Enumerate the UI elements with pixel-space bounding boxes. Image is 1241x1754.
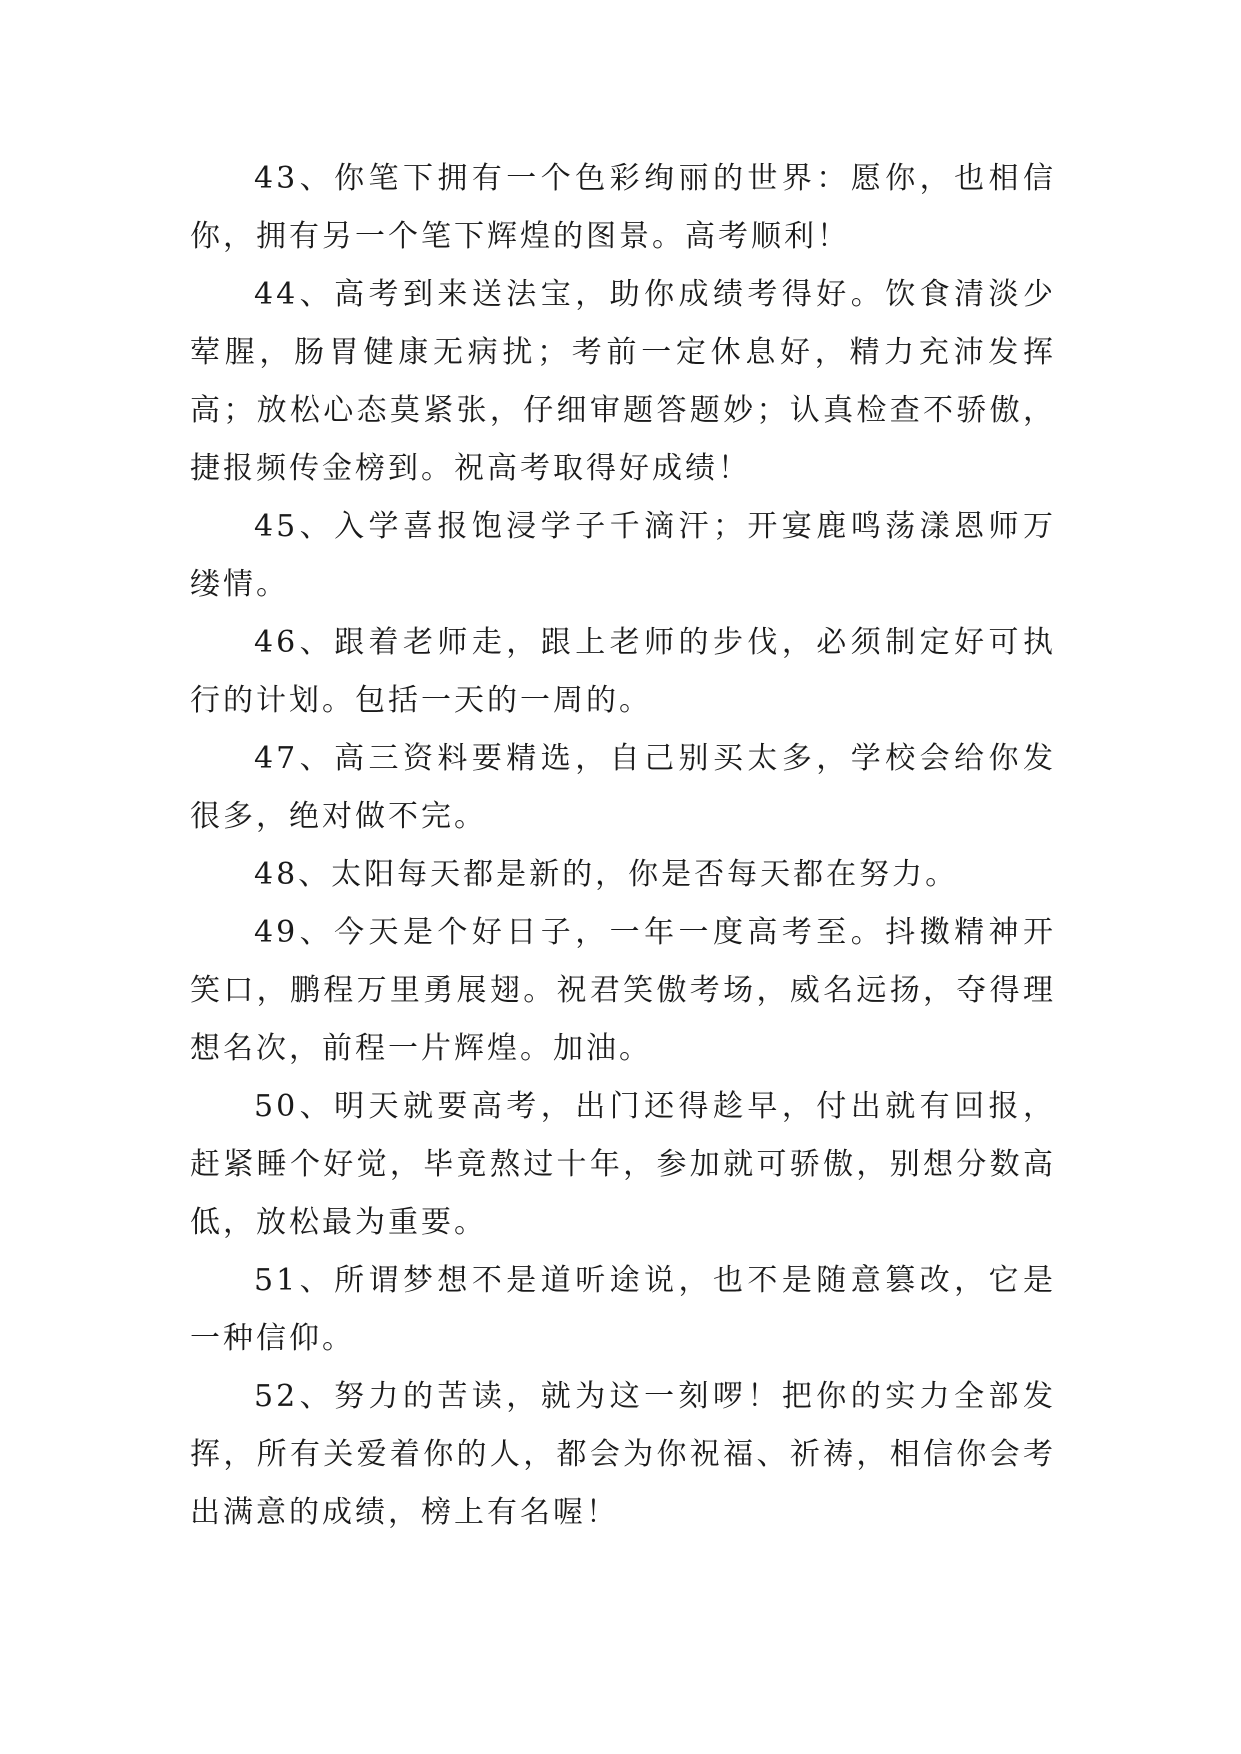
paragraph-45: 45、入学喜报饱浸学子千滴汗；开宴鹿鸣荡漾恩师万缕情。 xyxy=(190,509,1056,602)
paragraph-47: 47、高三资料要精选，自己别买太多，学校会给你发很多，绝对做不完。 xyxy=(190,741,1056,834)
paragraph-43: 43、你笔下拥有一个色彩绚丽的世界：愿你，也相信你，拥有另一个笔下辉煌的图景。高考顺利！ xyxy=(190,161,1056,254)
paragraph-49: 49、今天是个好日子，一年一度高考至。抖擞精神开笑口，鹏程万里勇展翅。祝君笑傲考场，威名远扬，夺得理想名次，前程一片辉煌。加油。 xyxy=(190,915,1056,1066)
document-page xyxy=(190,150,1056,1542)
paragraph-44: 44、高考到来送法宝，助你成绩考得好。饮食清淡少荤腥，肠胃健康无病扰；考前一定休息好，精力充沛发挥高；放松心态莫紧张，仔细审题答题妙；认真检查不骄傲，捷报频传金榜到。祝高考取得好成绩！ xyxy=(190,277,1056,486)
paragraph-46: 46、跟着老师走，跟上老师的步伐，必须制定好可执行的计划。包括一天的一周的。 xyxy=(190,625,1056,718)
paragraph-48: 48、太阳每天都是新的，你是否每天都在努力。 xyxy=(254,857,959,892)
paragraph-51: 51、所谓梦想不是道听途说，也不是随意篡改，它是一种信仰。 xyxy=(190,1263,1056,1356)
paragraph-50: 50、明天就要高考，出门还得趁早，付出就有回报，赶紧睡个好觉，毕竟熬过十年，参加就可骄傲，别想分数高低，放松最为重要。 xyxy=(190,1089,1056,1240)
paragraph-52: 52、努力的苦读，就为这一刻啰！把你的实力全部发挥，所有关爱着你的人，都会为你祝福、祈祷，相信你会考出满意的成绩，榜上有名喔！ xyxy=(190,1379,1056,1530)
